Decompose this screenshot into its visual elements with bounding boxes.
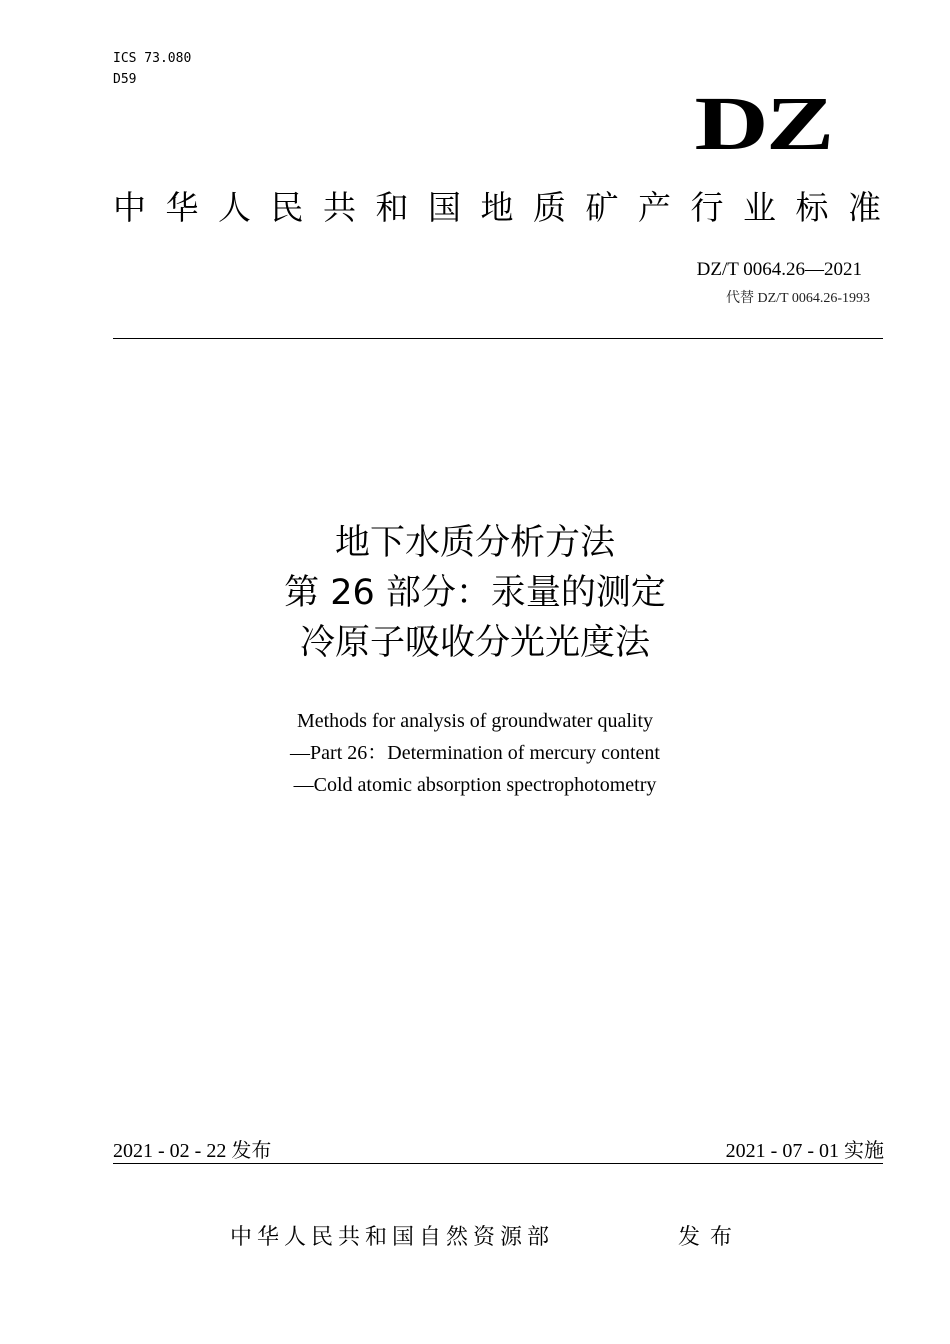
footer-divider: [113, 1163, 883, 1164]
chinese-title-line-3: 冷原子吸收分光光度法: [299, 623, 650, 663]
header-divider: [113, 338, 883, 339]
classification-block: [113, 48, 191, 90]
chinese-title: [0, 518, 950, 668]
classification-code: D59: [113, 72, 137, 87]
org-title: 中华人民共和国地质矿产行业标准: [113, 188, 883, 227]
english-title-line-1: Methods for analysis of groundwater quality: [296, 710, 654, 732]
issue-date: 2021 - 02 - 22 发布: [113, 1140, 272, 1162]
ics-code: ICS 73.080: [113, 51, 192, 66]
chinese-title-line-1: 地下水质分析方法: [334, 523, 615, 563]
english-title-line-2: —Part 26：Determination of mercury content: [290, 742, 660, 764]
issuing-authority: 中华人民共和国自然资源部: [230, 1225, 555, 1250]
replaces-standard: 代替 DZ/T 0064.26-1993: [725, 291, 870, 306]
english-title-line-3: —Cold atomic absorption spectrophotometry: [293, 774, 657, 796]
dz-logo: DZ: [694, 82, 832, 166]
effective-date: 2021 - 07 - 01 实施: [725, 1140, 884, 1162]
issue-label: 发布: [678, 1225, 743, 1250]
chinese-title-line-2: 第 26 部分：汞量的测定: [284, 573, 666, 613]
english-title: [0, 705, 950, 801]
standard-number: DZ/T 0064.26—2021: [696, 259, 862, 280]
